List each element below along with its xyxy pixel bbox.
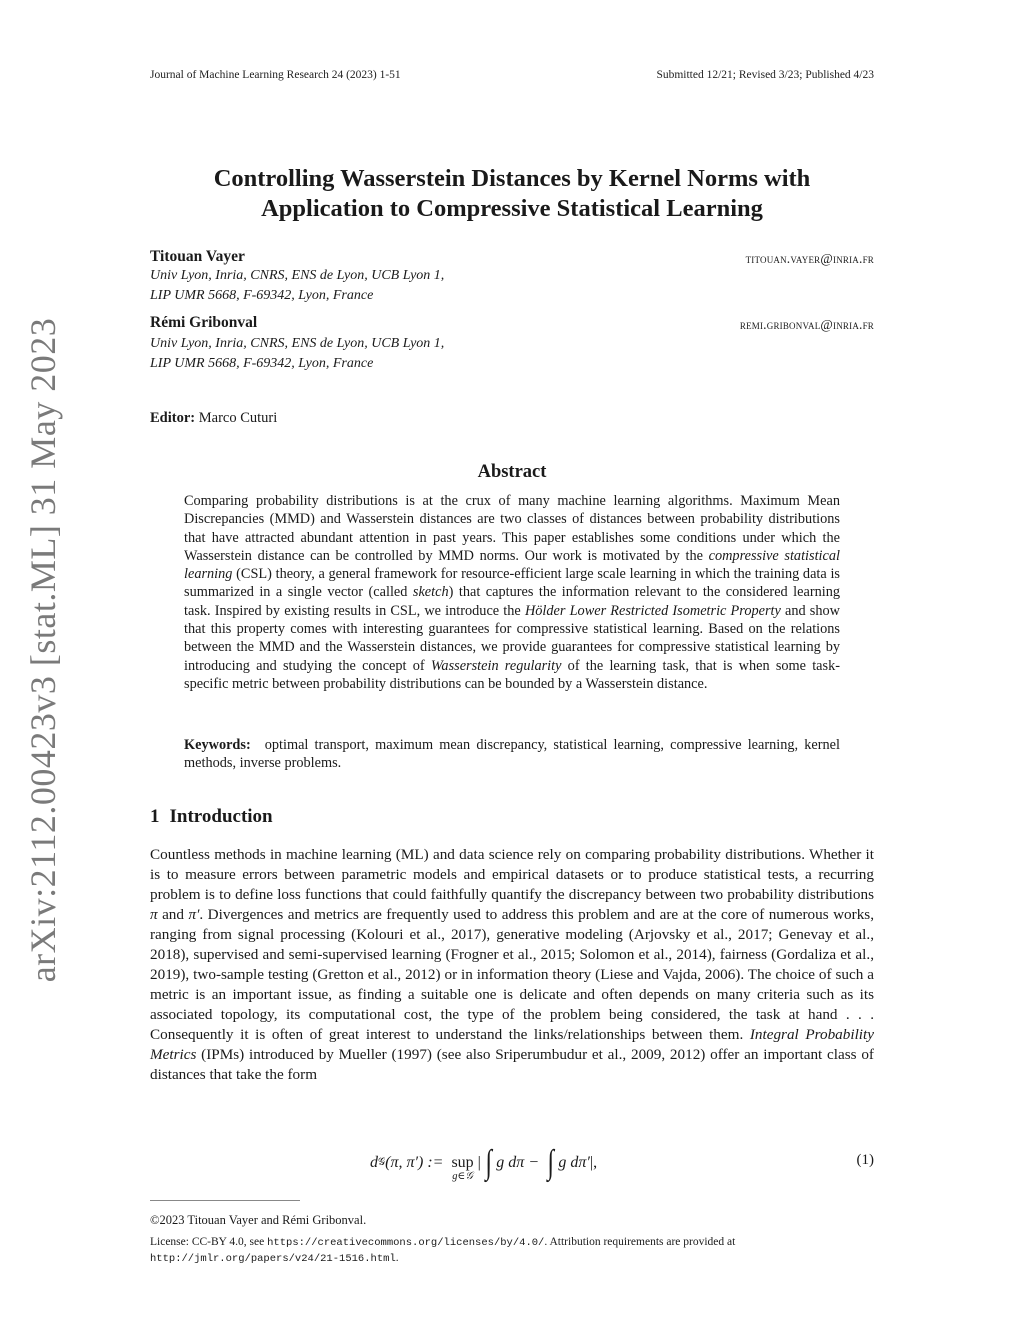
- footnote-rule: [150, 1200, 300, 1201]
- title-line-1: Controlling Wasserstein Distances by Kernel Norms with: [213, 165, 811, 192]
- abstract-text-3: ) that captures the information relevant to the considered learning task. Inspired by existing results in CSL, we introduce the: [184, 584, 840, 619]
- eq-args: (π, π′) :=: [385, 1153, 448, 1171]
- author-affiliation-1: [150, 266, 444, 306]
- affil-2-line-2: LIP UMR 5668, F-69342, Lyon, France: [150, 356, 374, 371]
- editor-label: Editor:: [150, 410, 196, 426]
- author-affiliation-2: [150, 334, 444, 374]
- affil-2-line-1: Univ Lyon, Inria, CNRS, ENS de Lyon, UCB Lyon 1,: [150, 336, 445, 351]
- eq-integrand-2: g dπ′: [558, 1153, 590, 1171]
- intro-pi: π: [150, 906, 158, 923]
- abstract-emph-4: Wasserstein regularity: [430, 657, 562, 674]
- title-line-2: Application to Compressive Statistical Learning: [261, 195, 763, 222]
- author-email-1: titouan.vayer@inria.fr: [745, 251, 874, 266]
- eq-bar-open: |: [477, 1153, 481, 1171]
- keywords: [184, 736, 840, 773]
- equation-1: [370, 1143, 670, 1182]
- abstract-body: [184, 492, 840, 693]
- affil-1-line-1: Univ Lyon, Inria, CNRS, ENS de Lyon, UCB Lyon 1,: [150, 268, 445, 283]
- editor-name: Marco Cuturi: [198, 410, 278, 426]
- editor-line: [150, 410, 277, 427]
- abstract-emph-1: compressive statistical learning: [184, 547, 840, 583]
- abstract-text-4: and show that this property comes with interesting guarantees for compressive statistical learning. Based on the relations between the MMD and the Wasserstein distances, we provide guarantees for compressive statistical learning by introducing and studying the concept of: [184, 602, 840, 674]
- intro-text-3: (IPMs) introduced by Mueller (1997) (see also Sriperumbudur et al., 2009, 2012) offer an important class of distances that take the form: [150, 1046, 874, 1083]
- attribution-link[interactable]: http://jmlr.org/papers/v24/21-1516.html: [150, 1253, 396, 1265]
- intro-emph-ipm: Integral Probability Metrics: [150, 1026, 874, 1063]
- submission-dates: Submitted 12/21; Revised 3/23; Published 4/23: [656, 69, 874, 81]
- eq-lhs: d: [370, 1153, 378, 1171]
- eq-sup-op: sup: [451, 1154, 474, 1171]
- intro-paragraph: [150, 845, 874, 1085]
- integral-icon-2: ∫: [547, 1143, 554, 1181]
- intro-pi-prime: π′: [188, 906, 200, 923]
- abstract-text-5: of the learning task, that is when some task-specific metric between probability distributions can be bounded by a Wasserstein distance.: [184, 657, 840, 692]
- abstract-emph-3: Hölder Lower Restricted Isometric Property: [524, 602, 781, 619]
- eq-lhs-sub: 𝒢: [378, 1157, 386, 1168]
- arxiv-stamp-text: arXiv:2112.00423v3 [stat.ML] 31 May 2023: [23, 317, 63, 983]
- keywords-label: Keywords:: [184, 737, 251, 753]
- keywords-text: optimal transport, maximum mean discrepancy, statistical learning, compressive learning, kernel methods, inverse problems.: [184, 737, 840, 772]
- paper-title: [150, 164, 874, 224]
- intro-and: and: [157, 906, 189, 923]
- eq-bar-close: |,: [589, 1153, 598, 1171]
- journal-header: Journal of Machine Learning Research 24 (2023) 1-51: [150, 69, 401, 81]
- eq-integrand-1: g dπ −: [496, 1153, 544, 1171]
- license-note: [150, 1235, 850, 1267]
- license-mid: . Attribution requirements are provided at: [544, 1236, 736, 1248]
- equation-number: (1): [856, 1152, 874, 1168]
- license-end: .: [395, 1252, 399, 1264]
- section-heading: [150, 806, 273, 828]
- license-prefix: License: CC-BY 4.0, see: [150, 1236, 268, 1248]
- author-email-2: remi.gribonval@inria.fr: [739, 317, 874, 332]
- section-title: Introduction: [169, 806, 273, 827]
- abstract-text-1: Comparing probability distributions is at the crux of many machine learning algorithms. Maximum Mean Discrepancies (MMD) and Wasserstein distances are two classes of distances between probability distributions that have attracted abundant attention in past years. This paper establishes some conditions under which the Wasserstein distance can be controlled by MMD norms. Our work is motivated by the: [184, 493, 840, 564]
- author-name-1: Titouan Vayer: [150, 248, 245, 265]
- intro-text-1: Countless methods in machine learning (ML) and data science rely on comparing probability distributions. Whether it is to measure errors between parametric models and empirical datasets or to produce statistical tests, a recurring problem is to define loss functions that could faithfully quantify the discrepancy between two probability distributions: [150, 846, 874, 903]
- eq-sup: [451, 1154, 473, 1183]
- copyright: ©2023 Titouan Vayer and Rémi Gribonval.: [150, 1213, 367, 1227]
- author-name-2: Rémi Gribonval: [150, 314, 258, 331]
- eq-sup-sub: g∈𝒢: [452, 1171, 473, 1182]
- intro-text-2: . Divergences and metrics are frequently used to address this problem and are at the core of numerous works, ranging from signal processing (Kolouri et al., 2017), generative modeling (Arjovsky et al., 2017; Genevay et al., 2018), supervised and semi-supervised learning (Frogner et al., 2015; Solomon et al., 2014), fairness (Gordaliza et al., 2019), two-sample testing (Gretton et al., 2012) or in information theory (Liese and Vajda, 2006). The choice of such a metric is an important issue, as finding a suitable one is delicate and often depends on many criteria such as its associated topology, its computational cost, the type of the problem being considered, the task at hand . . . Consequently it is often of great interest to understand the links/relationships between them.: [150, 906, 874, 1043]
- abstract-heading: Abstract: [477, 462, 547, 482]
- abstract-text-2: (CSL) theory, a general framework for resource-efficient large scale learning in which the training data is summarized in a single vector (called: [184, 566, 840, 601]
- affil-1-line-2: LIP UMR 5668, F-69342, Lyon, France: [150, 288, 374, 303]
- section-number: 1: [150, 806, 160, 827]
- abstract-emph-2: sketch: [412, 584, 449, 601]
- integral-icon: ∫: [485, 1143, 492, 1181]
- license-link[interactable]: https://creativecommons.org/licenses/by/4.0/: [267, 1237, 545, 1249]
